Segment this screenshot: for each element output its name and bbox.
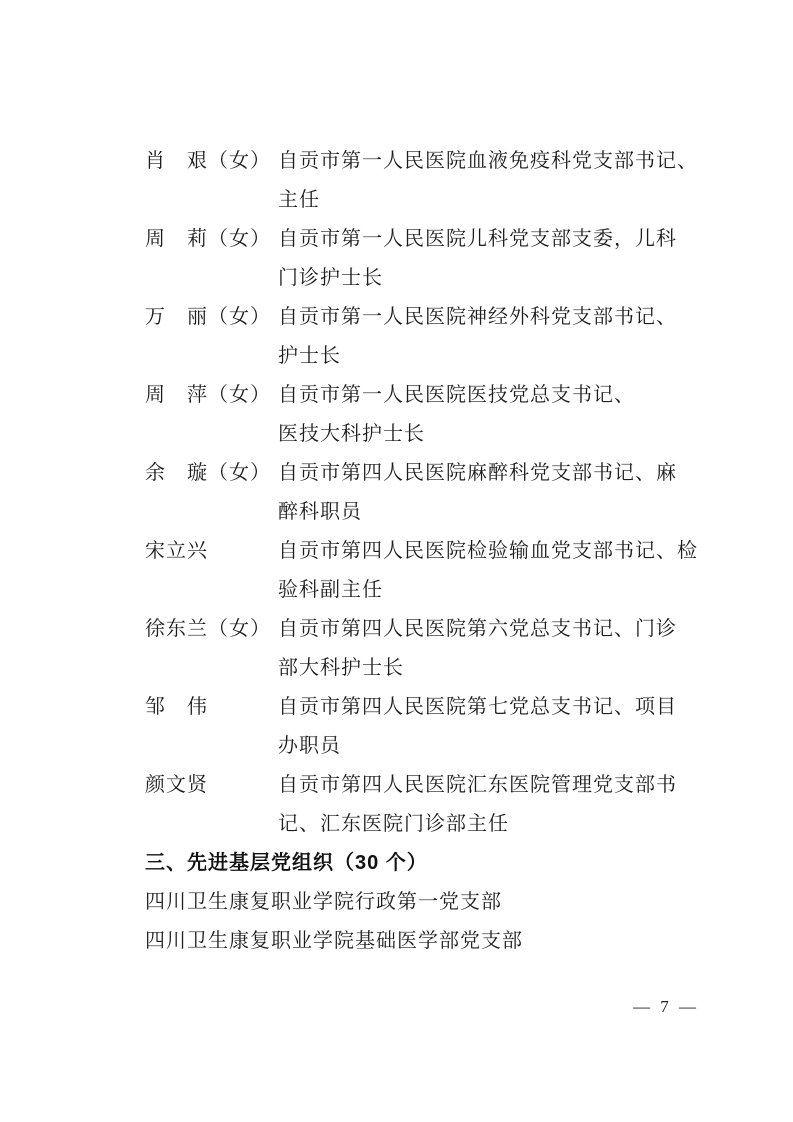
list-entry xyxy=(145,376,705,454)
person-desc xyxy=(278,298,705,376)
document-content xyxy=(145,142,705,961)
person-name: 万 丽（女） xyxy=(145,306,271,328)
person-desc xyxy=(278,376,705,454)
page-number: — 7 — xyxy=(633,997,699,1016)
person-name: 邹 伟 xyxy=(145,696,208,718)
person-desc xyxy=(278,454,705,532)
person-name: 徐东兰（女） xyxy=(145,618,271,640)
person-desc xyxy=(278,532,705,610)
section-heading: 三、先进基层党组织（30 个） xyxy=(145,852,428,874)
person-desc xyxy=(278,142,705,220)
org-item: 四川卫生康复职业学院行政第一党支部 xyxy=(145,891,502,913)
person-name: 肖 艰（女） xyxy=(145,150,271,172)
person-name: 余 璇（女） xyxy=(145,462,271,484)
person-name: 颜文贤 xyxy=(145,774,208,796)
awarded-individuals-list xyxy=(145,142,705,844)
desc-line: 自贡市第四人民医院检验输血党支部书记、检 xyxy=(278,540,698,562)
person-desc xyxy=(278,610,705,688)
desc-line: 自贡市第四人民医院第七党总支书记、项目 xyxy=(278,696,677,718)
list-entry xyxy=(145,298,705,376)
list-entry xyxy=(145,532,705,610)
list-entry xyxy=(145,610,705,688)
desc-line: 部大科护士长 xyxy=(278,657,404,679)
desc-line: 自贡市第四人民医院汇东医院管理党支部书 xyxy=(278,774,677,796)
person-name: 宋立兴 xyxy=(145,540,208,562)
desc-line: 醉科职员 xyxy=(278,501,362,523)
desc-line: 护士长 xyxy=(278,345,341,367)
desc-line: 自贡市第四人民医院第六党总支书记、门诊 xyxy=(278,618,677,640)
desc-line: 记、汇东医院门诊部主任 xyxy=(278,813,509,835)
desc-line: 主任 xyxy=(278,189,320,211)
page-footer xyxy=(633,997,699,1017)
person-desc xyxy=(278,766,705,844)
desc-line: 验科副主任 xyxy=(278,579,383,601)
list-entry xyxy=(145,454,705,532)
list-entry xyxy=(145,220,705,298)
person-desc xyxy=(278,688,705,766)
list-entry xyxy=(145,766,705,844)
desc-line: 自贡市第四人民医院麻醉科党支部书记、麻 xyxy=(278,462,677,484)
person-desc xyxy=(278,220,705,298)
list-entry xyxy=(145,688,705,766)
desc-line: 自贡市第一人民医院儿科党支部支委，儿科 xyxy=(278,228,677,250)
desc-line: 自贡市第一人民医院医技党总支书记、 xyxy=(278,384,635,406)
desc-line: 自贡市第一人民医院血液免疫科党支部书记、 xyxy=(278,150,698,172)
org-list xyxy=(145,883,705,961)
person-name: 周 萍（女） xyxy=(145,384,271,406)
desc-line: 自贡市第一人民医院神经外科党支部书记、 xyxy=(278,306,677,328)
desc-line: 门诊护士长 xyxy=(278,267,383,289)
desc-line: 办职员 xyxy=(278,735,341,757)
person-name: 周 莉（女） xyxy=(145,228,271,250)
desc-line: 医技大科护士长 xyxy=(278,423,425,445)
org-item: 四川卫生康复职业学院基础医学部党支部 xyxy=(145,930,523,952)
list-entry xyxy=(145,142,705,220)
